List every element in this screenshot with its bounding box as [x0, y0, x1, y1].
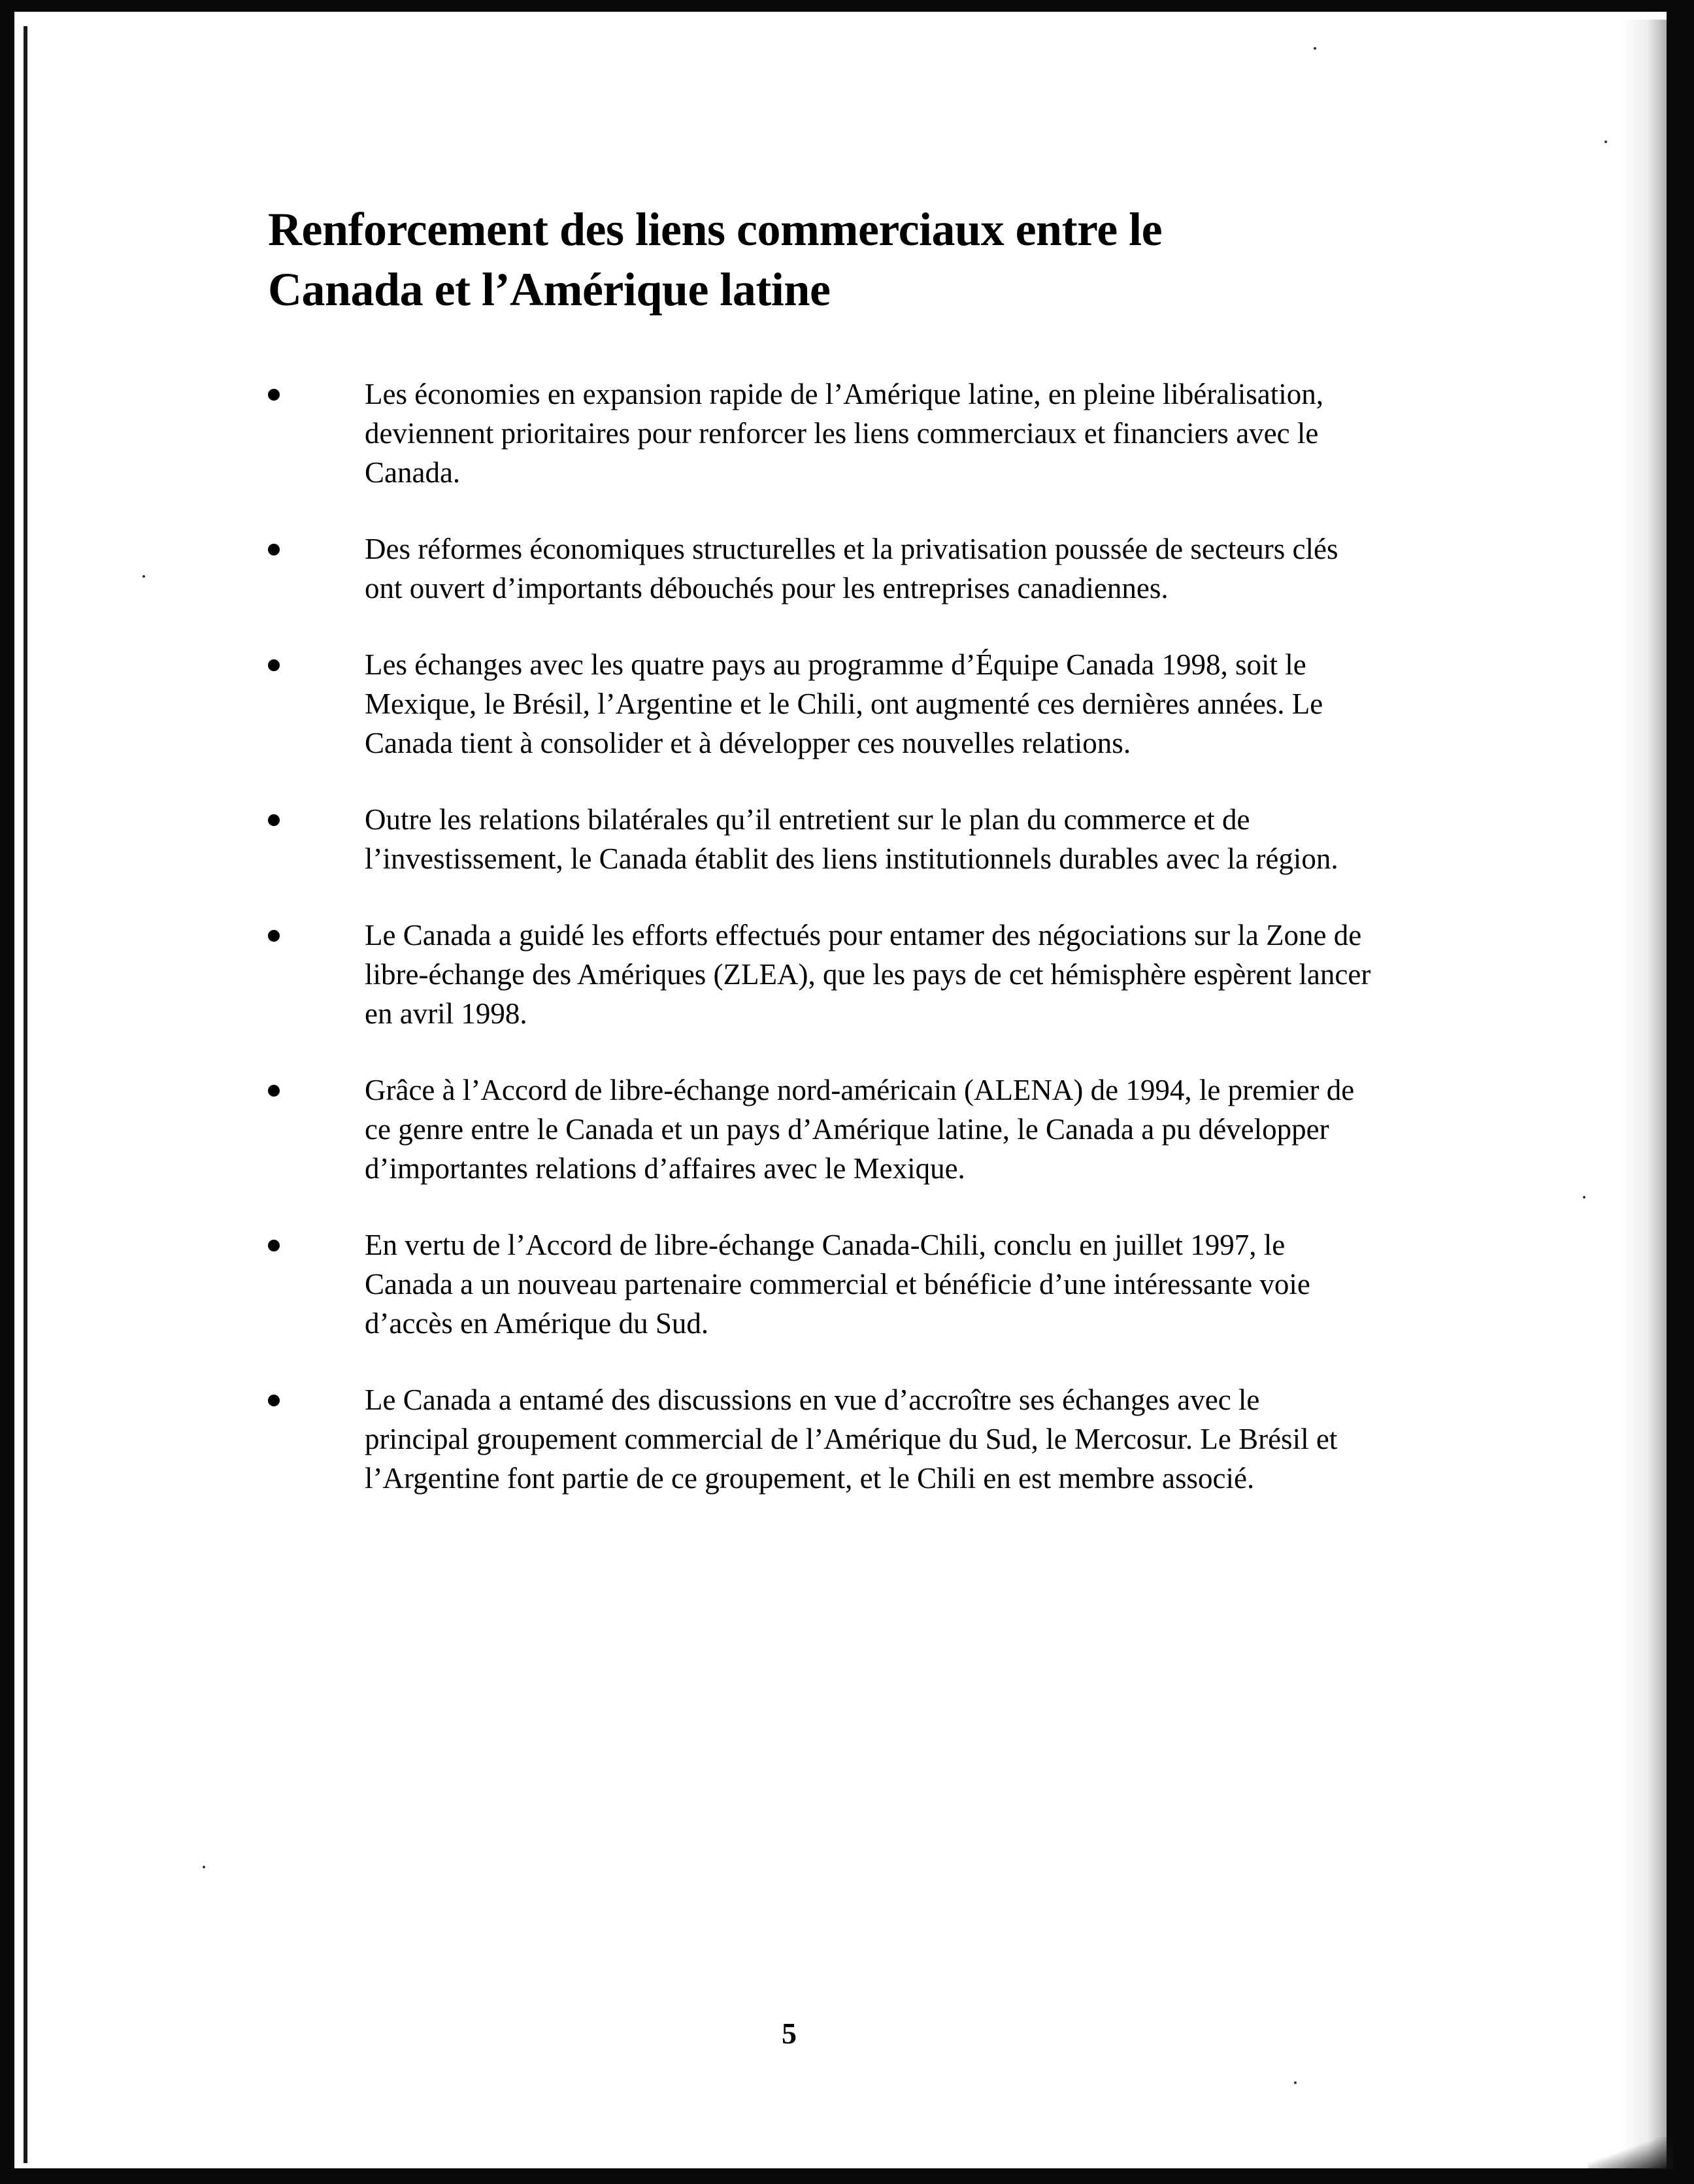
bullet-text: En vertu de l’Accord de libre-échange Canada-Chili, conclu en juillet 1997, le Canada a un nouveau partenaire commercial et bénéficie d’une intéressante voie d’accès en Amérique du Sud.	[365, 1229, 1310, 1340]
bullet-text: Les économies en expansion rapide de l’Amérique latine, en pleine libéralisation, deviennent prioritaires pour renforcer les liens commerciaux et financiers avec le Canada.	[365, 378, 1323, 489]
scan-speck	[1583, 1196, 1586, 1199]
scan-border-left-line	[24, 26, 27, 2163]
scan-speck	[1314, 47, 1316, 50]
scan-page-curl	[1588, 2137, 1673, 2170]
title-line-2: Canada et l’Amérique latine	[268, 263, 831, 316]
scan-border-bottom	[0, 2168, 1694, 2184]
bullet-item	[268, 800, 1366, 878]
bullet-item	[268, 1380, 1366, 1498]
scan-speck	[142, 575, 145, 578]
bullet-icon	[268, 1395, 280, 1406]
bullet-item	[268, 374, 1366, 492]
bullet-text: Le Canada a entamé des discussions en vue d’accroître ses échanges avec le principal groupement commercial de l’Amérique du Sud, le Mercosur. Le Brésil et l’Argentine font partie de ce groupement, et le Chili en est membre associé.	[365, 1383, 1338, 1495]
page-content	[268, 199, 1371, 1535]
bullet-item	[268, 916, 1371, 1033]
bullet-icon	[268, 930, 280, 942]
scan-border-top	[0, 0, 1694, 12]
scan-border-right	[1667, 0, 1694, 2184]
bullet-icon	[268, 389, 280, 401]
scan-border-left	[0, 0, 14, 2184]
scan-speck	[1294, 2081, 1297, 2084]
bullet-icon	[268, 1085, 280, 1097]
scan-edge-shadow	[1621, 20, 1667, 2170]
scan-speck	[203, 1866, 205, 1868]
scan-speck	[1604, 141, 1607, 143]
bullet-item	[268, 1070, 1366, 1188]
bullet-text: Le Canada a guidé les efforts effectués pour entamer des négociations sur la Zone de libre-échange des Amériques (ZLEA), que les pays de cet hémisphère espèrent lancer en avril 1998.	[365, 919, 1371, 1030]
page-number: 5	[782, 2017, 797, 2050]
bullet-item	[268, 645, 1366, 763]
title-line-1: Renforcement des liens commerciaux entre le	[268, 203, 1163, 256]
bullet-text: Des réformes économiques structurelles et la privatisation poussée de secteurs clés ont ouvert d’importants débouchés pour les entreprises canadiennes.	[365, 533, 1338, 604]
bullet-text: Les échanges avec les quatre pays au programme d’Équipe Canada 1998, soit le Mexique, le Brésil, l’Argentine et le Chili, ont augmenté ces dernières années. Le Canada tient à consolider et à développer ces nouvelles relations.	[365, 648, 1323, 759]
bullet-icon	[268, 1240, 280, 1251]
bullet-item	[268, 1225, 1366, 1343]
bullet-item	[268, 529, 1366, 608]
bullet-icon	[268, 544, 280, 555]
page-title	[268, 199, 1366, 320]
bullet-icon	[268, 659, 280, 671]
bullet-icon	[268, 814, 280, 826]
bullet-list	[268, 374, 1371, 1498]
bullet-text: Outre les relations bilatérales qu’il entretient sur le plan du commerce et de l’investissement, le Canada établit des liens institutionnels durables avec la région.	[365, 803, 1338, 875]
bullet-text: Grâce à l’Accord de libre-échange nord-américain (ALENA) de 1994, le premier de ce genre entre le Canada et un pays d’Amérique latine, le Canada a pu développer d’importantes relations d’affaires avec le Mexique.	[365, 1074, 1355, 1185]
